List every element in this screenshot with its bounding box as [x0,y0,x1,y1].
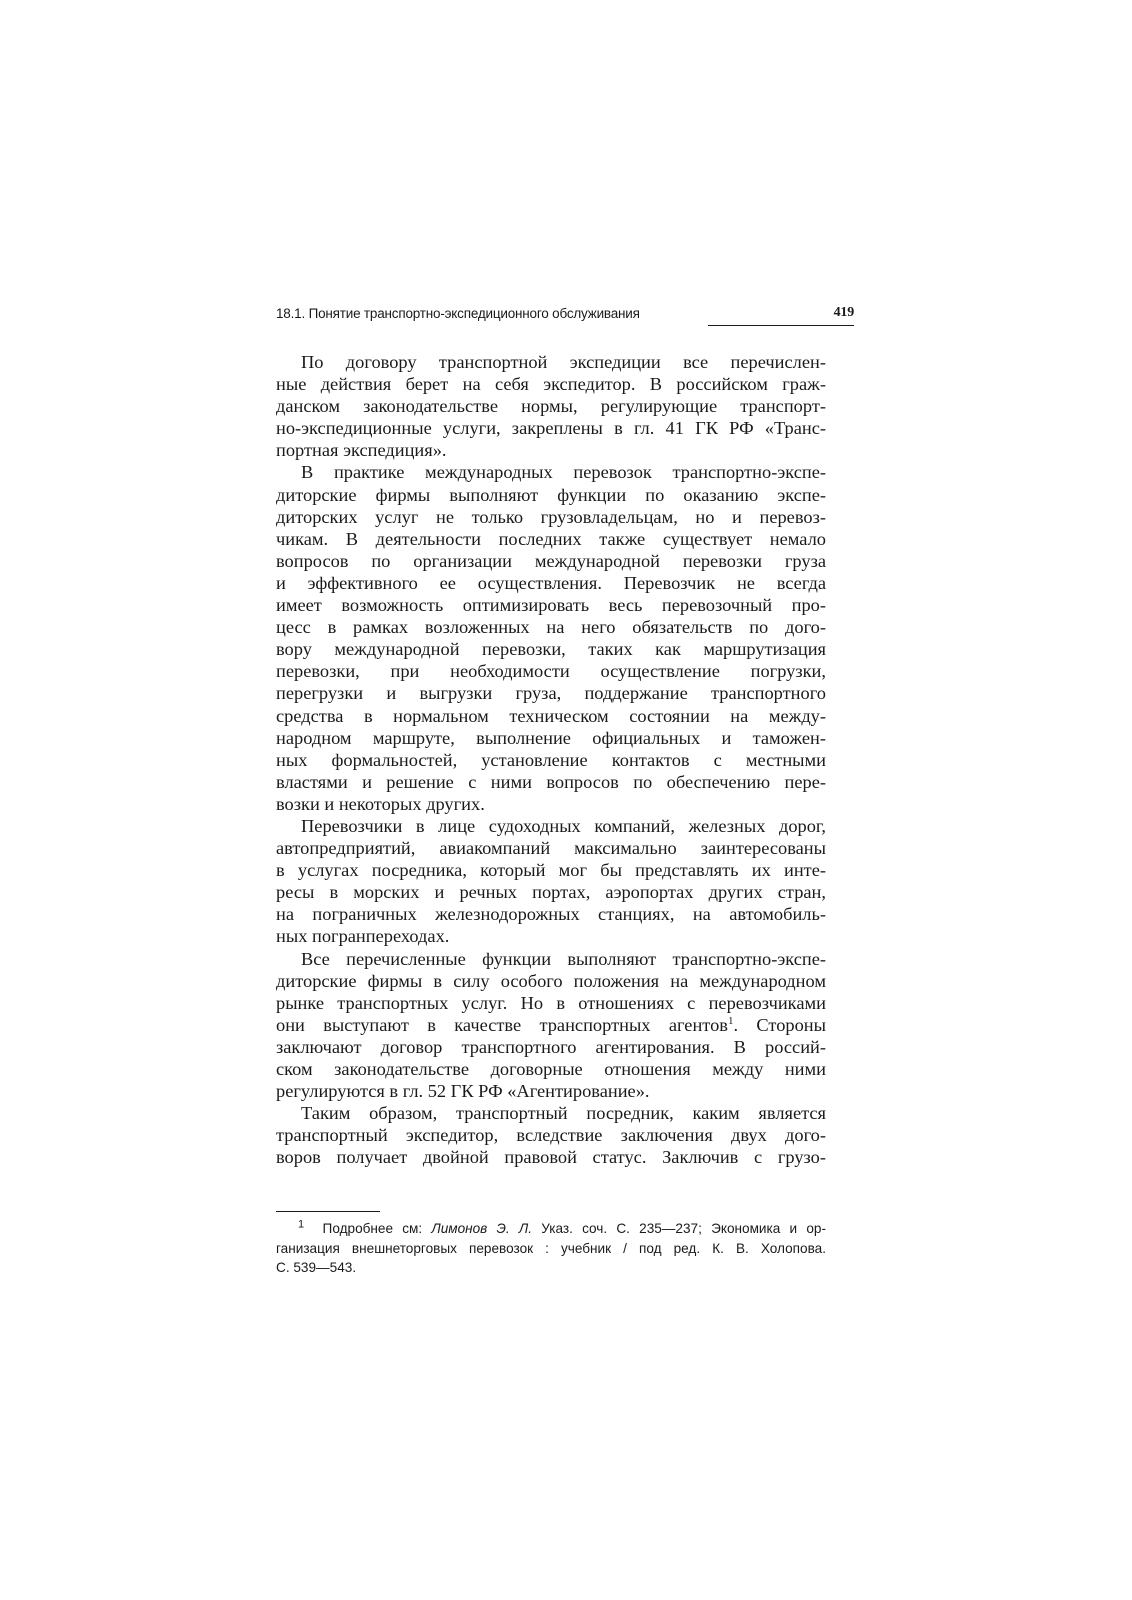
footnote-author: Лимонов Э. Л. [431,1221,532,1236]
text-line: заключают договор транспортного агентирования. В россий- [276,1036,826,1057]
footnote-line: С. 539—543. [276,1260,357,1276]
page-number: 419 [833,305,854,320]
text-line: диторских услуг не только грузовладельцам, но и перевоз- [276,506,826,527]
text-line: ные действия берет на себя экспедитор. В российском граж- [276,374,826,395]
text-line-with-footnote [276,1014,826,1036]
text-line: на пограничных железнодорожных станциях, на автомобиль- [276,904,826,925]
text-line: но-экспедиционные услуги, закреплены в гл. 41 ГК РФ «Транс- [276,418,826,439]
text-line: В практике международных перевозок транспортно-экспе- [301,462,826,483]
text-line: имеет возможность оптимизировать весь перевозочный про- [276,595,826,616]
text-line: вопросов по организации международной перевозки груза [276,550,826,571]
text-line: ском законодательстве договорные отношения между ними [276,1059,826,1079]
footnote [276,1219,826,1278]
text-line: властями и решение с ними вопросов по обеспечению пере- [276,771,826,792]
text-line: диторские фирмы выполняют функции по оказанию экспе- [276,484,826,505]
footnote-prefix: Подробнее см: [322,1221,432,1236]
text-segment: . Стороны [733,1014,826,1035]
footnote-marker: 1 [298,1218,305,1231]
footnote-text: Указ. соч. С. 235—237; Экономика и ор- [531,1221,826,1236]
footnote-separator [276,1211,380,1212]
text-line: регулируются в гл. 52 ГК РФ «Агентирование». [276,1081,650,1102]
text-line: Таким образом, транспортный посредник, каким является [301,1103,826,1124]
text-line: перевозки, при необходимости осуществление погрузки, [276,661,826,682]
text-line: автопредприятий, авиакомпаний максимально заинтересованы [276,838,826,859]
text-line: данском законодательстве нормы, регулирующие транспорт- [276,396,826,417]
text-line: Все перечисленные функции выполняют транспортно-экспе- [301,948,826,969]
text-line: диторские фирмы в силу особого положения на международном [276,970,826,991]
text-line: Перевозчики в лице судоходных компаний, железных дорог, [301,815,826,836]
header-rule [708,325,854,326]
text-line: транспортный экспедитор, вследствие заключения двух дого- [276,1125,826,1146]
running-header [276,306,854,328]
text-line: ных погранпереходах. [276,926,450,947]
header-title: 18.1. Понятие транспортно-экспедиционного обслуживания [276,306,640,321]
text-line: народном маршруте, выполнение официальных и таможен- [276,727,826,748]
footnote-line [276,1219,826,1239]
text-line: средства в нормальном техническом состоянии на между- [276,705,826,726]
text-segment: они выступают в качестве транспортных агентов [276,1014,728,1035]
text-line: вору международной перевозки, таких как маршрутизация [276,639,826,660]
text-line: в услугах посредника, который мог бы представлять их инте- [276,860,826,881]
footnote-line: ганизация внешнеторговых перевозок : учебник / под ред. К. В. Холопова. [276,1240,826,1256]
text-line: портная экспедиция». [276,440,447,461]
text-line: цесс в рамках возложенных на него обязательств по дого- [276,617,826,638]
main-text [276,351,826,1168]
text-line: воров получает двойной правовой статус. Заключив с грузо- [276,1147,826,1168]
text-line: По договору транспортной экспедиции все перечислен- [301,352,826,372]
text-line: возки и некоторых других. [276,793,485,814]
text-line: и эффективного ее осуществления. Перевозчик не всегда [276,572,826,593]
text-line: перегрузки и выгрузки груза, поддержание транспортного [276,683,826,704]
text-line: рынке транспортных услуг. Но в отношениях с перевозчиками [276,992,826,1013]
footnote-reference: 1 [727,1014,734,1027]
text-line: ных формальностей, установление контактов с местными [276,749,826,770]
text-line: чикам. В деятельности последних также существует немало [276,528,826,549]
text-line: ресы в морских и речных портах, аэропортах других стран, [276,882,826,903]
